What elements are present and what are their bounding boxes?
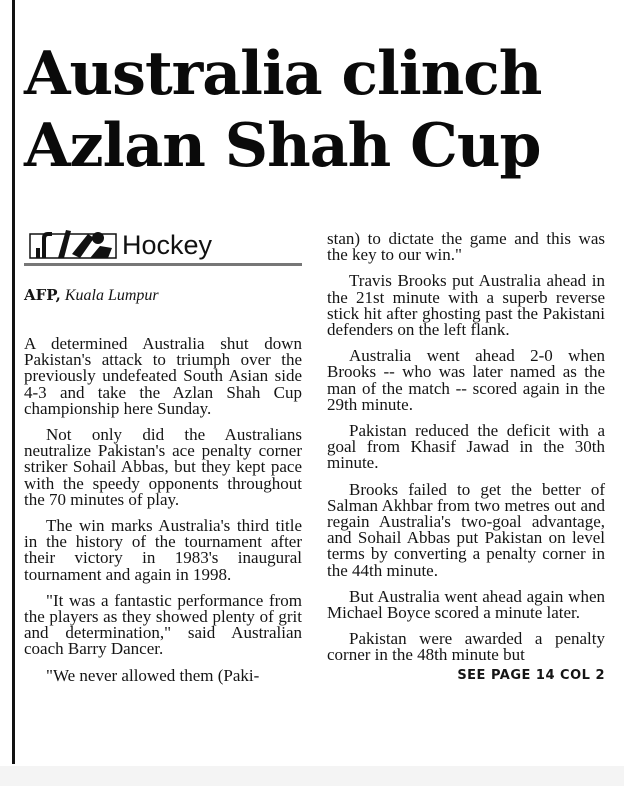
paragraph: Travis Brooks put Australia ahead in the 21st minute with a superb reverse stick hit after ghosting past the Pakistani defenders on the left flank. [327,271,605,340]
section-rule [24,263,302,266]
article-column-left [24,228,302,694]
article-column-right [327,231,605,684]
paragraph: Australia went ahead 2-0 when Brooks -- who was later named as the man of the match -- scored again in the 29th minute. [327,346,605,414]
paragraph: Brooks failed to get the better of Salman Akhbar from two metres out and regain Australia's two-goal advantage, and Sohail Abbas put Pakistan on level terms by converting a penalty corner in the 44th minute. [327,479,605,580]
section-label: Hockey [122,230,213,260]
paragraph: "We never allowed them (Paki- [46,665,260,685]
hockey-sticks-icon [28,228,118,264]
headline-line-2: Azlan Shah Cup [24,111,541,181]
byline [24,286,302,305]
headline [24,38,614,182]
paragraph: "It was a fantastic performance from the players as they showed plenty of grit and determination," said Australian coach Barry Dancer. [24,590,302,659]
paragraph: Not only did the Australians neutralize Pakistan's ace penalty corner striker Sohail Abbas, but they kept pace with the speedy opponents throughout the 70 minutes of play. [24,425,302,509]
paragraph: Pakistan reduced the deficit with a goal from Khasif Jawad in the 30th minute. [327,421,605,473]
paragraph: But Australia went ahead again when Michael Boyce scored a minute later. [327,586,605,623]
page-bottom-margin [0,766,624,786]
continuation-note: SEE PAGE 14 COL 2 [457,667,605,683]
paragraph: The win marks Australia's third title in the history of the tournament after their victory in 1983's inaugural tournament and again in 1998. [24,516,302,584]
byline-place: Kuala Lumpur [64,287,159,304]
paragraph: A determined Australia shut down Pakistan's attack to triumph over the previously undefeated South Asian side 4-3 and take the Azlan Shah Cup championship here Sunday. [24,334,302,418]
column-rule [12,0,15,764]
byline-agency: AFP, [24,286,61,304]
headline-line-1: Australia clinch [24,39,542,109]
section-header [24,228,302,266]
paragraph: Pakistan were awarded a penalty corner in the 48th minute but [327,629,605,665]
paragraph: stan) to dictate the game and this was the key to our win." [327,229,605,265]
